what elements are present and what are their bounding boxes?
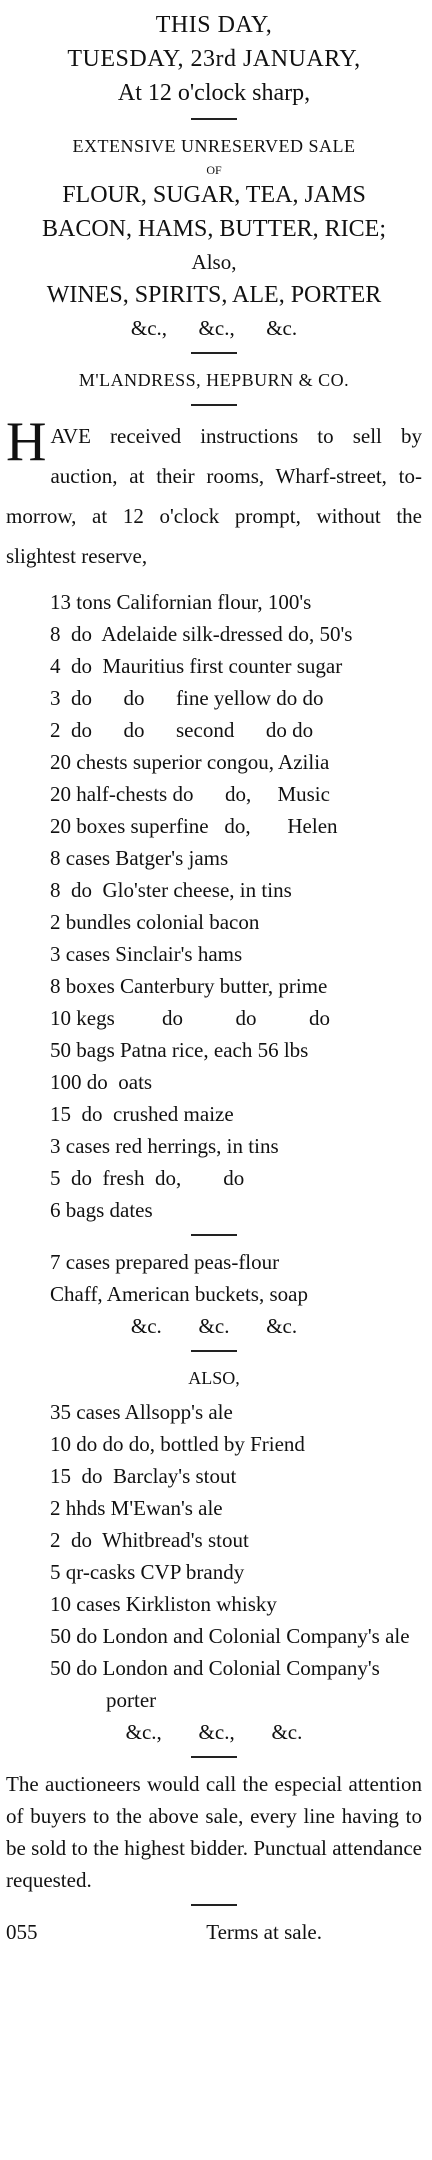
list-item: 3 cases red herrings, in tins bbox=[50, 1134, 279, 1158]
closing-paragraph: The auctioneers would call the especial attention of buyers to the above sale, every line having to be sold to the highest bidder. Punctual attendance requested. bbox=[6, 1772, 422, 1892]
list-item: 8 cases Batger's jams bbox=[50, 846, 229, 870]
item-list-1 bbox=[6, 586, 422, 1226]
divider bbox=[191, 1350, 237, 1352]
list-item: 50 bags Patna rice, each 56 lbs bbox=[50, 1038, 309, 1062]
list-item: 8 do Glo'ster cheese, in tins bbox=[50, 878, 292, 902]
divider bbox=[191, 1234, 237, 1236]
intro-paragraph bbox=[6, 411, 422, 576]
also-heading: ALSO, bbox=[188, 1368, 240, 1388]
footer bbox=[6, 1916, 422, 1948]
goods-line-3: WINES, SPIRITS, ALE, PORTER bbox=[46, 282, 382, 308]
list-item: 20 half-chests do do, Music bbox=[50, 782, 330, 806]
divider bbox=[191, 1904, 237, 1906]
list-item: 2 do do second do do bbox=[50, 718, 314, 742]
list-item: 3 cases Sinclair's hams bbox=[50, 942, 243, 966]
list-item: 7 cases prepared peas-flour bbox=[50, 1250, 280, 1274]
divider bbox=[191, 1756, 237, 1758]
divider bbox=[191, 352, 237, 354]
item-list-3 bbox=[6, 1396, 422, 1716]
item-list-2 bbox=[6, 1246, 422, 1310]
list-item: 5 qr-casks CVP brandy bbox=[50, 1560, 245, 1584]
goods-etc: &c., &c., &c. bbox=[130, 316, 298, 340]
terms-text: Terms at sale. bbox=[206, 1920, 322, 1944]
list-item: 50 do London and Colonial Company's ale bbox=[50, 1624, 410, 1648]
list-item: 5 do fresh do, do bbox=[50, 1166, 245, 1190]
divider bbox=[191, 404, 237, 406]
list-item: 2 bundles colonial bacon bbox=[50, 910, 260, 934]
goods-line-1: FLOUR, SUGAR, TEA, JAMS bbox=[62, 182, 366, 208]
list-item: 13 tons Californian flour, 100's bbox=[50, 590, 312, 614]
list-item: 15 do Barclay's stout bbox=[50, 1464, 237, 1488]
list-item: Chaff, American buckets, soap bbox=[50, 1282, 308, 1306]
list-item: 10 kegs do do do bbox=[50, 1006, 330, 1030]
drop-cap: H bbox=[6, 411, 47, 473]
list-item: 6 bags dates bbox=[50, 1198, 153, 1222]
header-this-day: THIS DAY, bbox=[155, 12, 273, 38]
goods-also: Also, bbox=[191, 250, 237, 274]
list-item: 15 do crushed maize bbox=[50, 1102, 234, 1126]
list-item: 20 boxes superfine do, Helen bbox=[50, 814, 338, 838]
etc-line: &c., &c., &c. bbox=[125, 1720, 303, 1744]
intro-text: AVE received instructions to sell by auction, at their rooms, Wharf-street, to-morrow, at 12 o'clock prompt, without the slightest reserve, bbox=[6, 424, 422, 568]
sale-of: OF bbox=[206, 163, 222, 177]
list-item: 2 hhds M'Ewan's ale bbox=[50, 1496, 223, 1520]
list-item: 10 cases Kirkliston whisky bbox=[50, 1592, 277, 1616]
divider bbox=[191, 118, 237, 120]
list-item: 10 do do do, bottled by Friend bbox=[50, 1432, 305, 1456]
etc-line: &c. &c. &c. bbox=[130, 1314, 298, 1338]
header-time: At 12 o'clock sharp, bbox=[117, 80, 311, 106]
list-item: 100 do oats bbox=[50, 1070, 153, 1094]
auctioneers-name: M'LANDRESS, HEPBURN & CO. bbox=[78, 370, 350, 390]
list-item: 8 boxes Canterbury butter, prime bbox=[50, 974, 328, 998]
reference-number: 055 bbox=[6, 1920, 38, 1944]
list-item: 3 do do fine yellow do do bbox=[50, 686, 324, 710]
sale-title: EXTENSIVE UNRESERVED SALE bbox=[72, 136, 356, 156]
list-item: 8 do Adelaide silk-dressed do, 50's bbox=[50, 622, 353, 646]
goods-line-2: BACON, HAMS, BUTTER, RICE; bbox=[41, 216, 387, 242]
header-date: TUESDAY, 23rd JANUARY, bbox=[67, 46, 361, 72]
list-item: 50 do London and Colonial Company's porter bbox=[50, 1656, 380, 1712]
list-item: 4 do Mauritius first counter sugar bbox=[50, 654, 343, 678]
list-item: 20 chests superior congou, Azilia bbox=[50, 750, 330, 774]
list-item: 35 cases Allsopp's ale bbox=[50, 1400, 233, 1424]
list-item: 2 do Whitbread's stout bbox=[50, 1528, 249, 1552]
